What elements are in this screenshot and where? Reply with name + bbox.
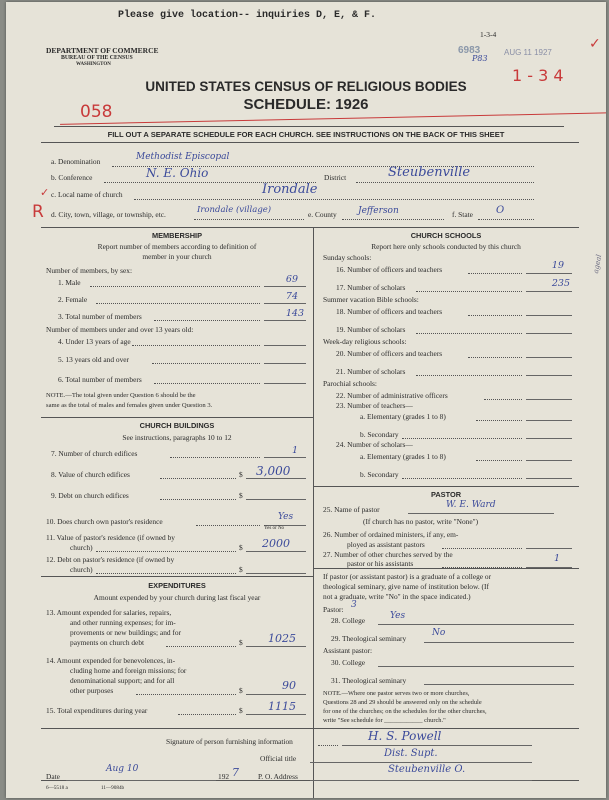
conference-value: N. E. Ohio bbox=[146, 166, 209, 180]
q26-label-a: 26. Number of ordained ministers, if any, em- bbox=[323, 530, 459, 539]
q28-value: Yes bbox=[390, 611, 406, 621]
q27-label-a: 27. Number of other churches served by the bbox=[323, 550, 453, 559]
q20-label: 20. Number of officers and teachers bbox=[336, 349, 443, 358]
q15-value: 1115 bbox=[268, 700, 296, 713]
city-line[interactable] bbox=[194, 219, 304, 220]
q21-dots bbox=[416, 375, 522, 376]
q28-field[interactable] bbox=[378, 624, 574, 625]
form-code-2: 11—9084b bbox=[101, 785, 125, 791]
state-line[interactable] bbox=[478, 219, 534, 220]
red-check-c: ✓ bbox=[40, 186, 50, 199]
q15-label: 15. Total expenditures during year bbox=[46, 706, 148, 715]
q13-dots bbox=[166, 646, 236, 647]
signature-field[interactable] bbox=[342, 745, 532, 746]
rule-buildings bbox=[41, 417, 313, 418]
q6-dots bbox=[154, 383, 260, 384]
q2-dots bbox=[96, 303, 260, 304]
stamp-number-hw: P83 bbox=[472, 54, 488, 63]
q23a-dots bbox=[476, 420, 522, 421]
q16-label: 16. Number of officers and teachers bbox=[336, 265, 443, 274]
county-label: e. County bbox=[308, 210, 337, 219]
q8-field[interactable] bbox=[246, 478, 306, 479]
q24a-label: a. Elementary (grades 1 to 8) bbox=[360, 452, 446, 461]
q5-dots bbox=[152, 363, 260, 364]
q23a-label: a. Elementary (grades 1 to 8) bbox=[360, 412, 446, 421]
q22-label: 22. Number of administrative officers bbox=[336, 391, 448, 400]
q9-dollar: $ bbox=[239, 491, 243, 500]
q27-field[interactable] bbox=[526, 567, 572, 568]
rule-2 bbox=[41, 142, 579, 143]
q27-dots bbox=[442, 567, 522, 568]
q12-dots bbox=[96, 573, 236, 574]
district-line[interactable] bbox=[356, 182, 534, 183]
stamp-date: AUG 11 1927 bbox=[504, 48, 552, 57]
q8-label: 8. Value of church edifices bbox=[51, 470, 130, 479]
q1-field[interactable] bbox=[264, 286, 306, 287]
q11-label-b: church) bbox=[70, 543, 93, 552]
q14-value: 90 bbox=[282, 679, 296, 692]
pastor-note3: for one of the churches; on the schedules for the other churches, bbox=[323, 708, 487, 715]
stamp-number: 6983 bbox=[458, 45, 481, 56]
q14-label-d: other purposes bbox=[70, 686, 114, 695]
expenditures-sub: Amount expended by your church during last fiscal year bbox=[93, 593, 261, 602]
pastor-note4: write "See schedule for ____________ church." bbox=[323, 717, 446, 724]
church-name-label: c. Local name of church bbox=[51, 190, 123, 199]
q3-field[interactable] bbox=[264, 320, 306, 321]
pastor-note2: Questions 28 and 29 should be answered only on the schedule bbox=[323, 699, 482, 706]
q17-value: 235 bbox=[551, 278, 570, 289]
q5-label: 5. 13 years old and over bbox=[58, 355, 130, 364]
po-field[interactable] bbox=[310, 780, 532, 781]
q30-field[interactable] bbox=[378, 666, 574, 667]
q9-field[interactable] bbox=[246, 499, 306, 500]
q25-value: W. E. Ward bbox=[446, 500, 496, 510]
membership-note1: NOTE.—The total given under Question 6 should be the bbox=[46, 392, 196, 399]
q3-label: 3. Total number of members bbox=[58, 312, 142, 321]
church-name-line[interactable] bbox=[134, 199, 534, 200]
state-value: O bbox=[496, 205, 505, 216]
rule-signature bbox=[41, 728, 579, 729]
q7-dots bbox=[170, 457, 260, 458]
q13-label-c: provements or new buildings; and for bbox=[70, 628, 182, 637]
q21-field[interactable] bbox=[526, 375, 572, 376]
q19-field[interactable] bbox=[526, 333, 572, 334]
q18-dots bbox=[468, 315, 522, 316]
q24b-field[interactable] bbox=[526, 478, 572, 479]
grad-line2: theological seminary, give name of institution below. (If bbox=[323, 582, 489, 591]
city-value: Irondale (village) bbox=[197, 205, 272, 215]
membership-sub2: member in your church bbox=[142, 252, 212, 261]
q19-dots bbox=[416, 333, 522, 334]
code-top: 1-3-4 bbox=[480, 30, 497, 39]
buildings-sub: See instructions, paragraphs 10 to 12 bbox=[122, 433, 232, 442]
q7-label: 7. Number of church edifices bbox=[51, 449, 138, 458]
q6-label: 6. Total number of members bbox=[58, 375, 142, 384]
q11-field[interactable] bbox=[246, 551, 306, 552]
q8-dots bbox=[160, 478, 236, 479]
signature-dots bbox=[318, 745, 338, 746]
q13-label-a: 13. Amount expended for salaries, repairs, bbox=[46, 608, 172, 617]
q7-value: 1 bbox=[291, 445, 298, 456]
q7-field[interactable] bbox=[264, 457, 306, 458]
q5-field[interactable] bbox=[264, 363, 306, 364]
q2-label: 2. Female bbox=[58, 295, 88, 304]
po-label: P. O. Address bbox=[258, 772, 298, 781]
census-schedule-page bbox=[6, 2, 606, 798]
q26-dots bbox=[442, 548, 522, 549]
rule-3 bbox=[41, 227, 579, 228]
q11-value: 2000 bbox=[262, 537, 290, 550]
q16-dots bbox=[468, 273, 522, 274]
schools-title: CHURCH SCHOOLS bbox=[410, 231, 482, 240]
city-label: d. City, town, village, or township, etc. bbox=[51, 210, 166, 219]
q27-value: 1 bbox=[553, 553, 560, 564]
pastor-label: Pastor: bbox=[323, 605, 344, 614]
schools-sub: Report here only schools conducted by this church bbox=[371, 242, 521, 251]
buildings-title: CHURCH BUILDINGS bbox=[139, 421, 215, 430]
q4-label: 4. Under 13 years of age bbox=[58, 337, 131, 346]
q26-label-b: ployed as assistant pastors bbox=[347, 540, 425, 549]
red-code: 1 - 3 4 bbox=[512, 66, 564, 85]
dept-line2: BUREAU OF THE CENSUS bbox=[61, 55, 133, 61]
red-stroke bbox=[60, 112, 606, 125]
q1-label: 1. Male bbox=[58, 278, 81, 287]
q23b-dots bbox=[402, 438, 522, 439]
q24b-dots bbox=[402, 478, 522, 479]
age-head: Number of members under and over 13 years old: bbox=[46, 325, 194, 334]
q14-label-c: denominational support; and for all bbox=[70, 676, 175, 685]
q12-field[interactable] bbox=[246, 573, 306, 574]
official-title-label: Official title bbox=[260, 754, 297, 763]
q25-field[interactable] bbox=[408, 513, 554, 514]
membership-sub1: Report number of members according to definition of bbox=[97, 242, 257, 251]
column-divider bbox=[313, 227, 314, 798]
grad-line1: If pastor (or assistant pastor) is a graduate of a college or bbox=[323, 572, 492, 581]
q24a-field[interactable] bbox=[526, 460, 572, 461]
q25-note: (If church has no pastor, write "None") bbox=[363, 517, 479, 526]
q16-field[interactable] bbox=[526, 273, 572, 274]
membership-title: MEMBERSHIP bbox=[151, 231, 203, 240]
q29-field[interactable] bbox=[424, 642, 574, 643]
q12-label-a: 12. Debt on pastor's residence (if owned by bbox=[46, 555, 175, 564]
red-check-top: ✓ bbox=[589, 36, 601, 52]
q22-dots bbox=[484, 399, 522, 400]
denomination-value: Methodist Episcopal bbox=[136, 152, 230, 162]
signature-label: Signature of person furnishing information bbox=[166, 737, 293, 746]
pastor-note1: NOTE.—Where one pastor serves two or more churches, bbox=[323, 690, 470, 697]
year-value: 7 bbox=[232, 766, 239, 779]
q12-dollar: $ bbox=[239, 565, 243, 574]
q24a-dots bbox=[476, 460, 522, 461]
year-label: 192 bbox=[218, 772, 230, 781]
red-r: R bbox=[32, 202, 44, 222]
q28-label: 28. College bbox=[331, 616, 366, 625]
q9-dots bbox=[160, 499, 236, 500]
state-label: f. State bbox=[452, 210, 473, 219]
parochial-head: Parochial schools: bbox=[323, 379, 377, 388]
church-name-value: Irondale bbox=[262, 182, 318, 197]
q16-value: 19 bbox=[551, 260, 564, 271]
q13-field[interactable] bbox=[246, 646, 306, 647]
official-title-value: Dist. Supt. bbox=[384, 748, 438, 759]
form-code-1: 6—5518 a bbox=[46, 785, 68, 791]
q29-label: 29. Theological seminary bbox=[331, 634, 407, 643]
q10-label: 10. Does church own pastor's residence bbox=[46, 517, 163, 526]
q3-dots bbox=[154, 320, 260, 321]
q14-label-a: 14. Amount expended for benevolences, in- bbox=[46, 656, 176, 665]
po-value: Steubenville O. bbox=[388, 764, 466, 775]
q2-field[interactable] bbox=[264, 303, 306, 304]
q9-label: 9. Debt on church edifices bbox=[51, 491, 129, 500]
q23-label: 23. Number of teachers— bbox=[336, 401, 413, 410]
q20-dots bbox=[468, 357, 522, 358]
q20-field[interactable] bbox=[526, 357, 572, 358]
q8-dollar: $ bbox=[239, 470, 243, 479]
schedule-title: SCHEDULE: 1926 bbox=[243, 96, 369, 113]
q17-dots bbox=[416, 291, 522, 292]
official-title-field[interactable] bbox=[310, 762, 532, 763]
q10-dots bbox=[196, 525, 260, 526]
q14-dots bbox=[136, 694, 236, 695]
rule-grad bbox=[313, 568, 579, 569]
q4-dots bbox=[132, 345, 260, 346]
q23b-field[interactable] bbox=[526, 438, 572, 439]
q15-dollar: $ bbox=[239, 706, 243, 715]
district-label: District bbox=[324, 173, 347, 182]
q18-field[interactable] bbox=[526, 315, 572, 316]
district-value: Steubenville bbox=[388, 165, 471, 180]
county-value: Jefferson bbox=[358, 206, 399, 216]
q14-label-b: cluding home and foreign missions; for bbox=[70, 666, 187, 675]
q27-label-b: pastor or his assistants bbox=[347, 559, 414, 568]
q1-value: 69 bbox=[285, 274, 298, 285]
q21-label: 21. Number of scholars bbox=[336, 367, 406, 376]
q2-value: 74 bbox=[285, 291, 298, 302]
q15-dots bbox=[178, 714, 236, 715]
pastor-title: PASTOR bbox=[430, 490, 462, 499]
q24-label: 24. Number of scholars— bbox=[336, 440, 413, 449]
q6-field[interactable] bbox=[264, 383, 306, 384]
q8-value: 3,000 bbox=[256, 464, 291, 478]
q14-dollar: $ bbox=[239, 686, 243, 695]
rule-1 bbox=[54, 126, 564, 127]
signature-value: H. S. Powell bbox=[368, 729, 442, 743]
conference-label: b. Conference bbox=[51, 173, 93, 182]
rule-pastor bbox=[313, 486, 579, 487]
q23b-label: b. Secondary bbox=[360, 430, 399, 439]
dept-line1: DEPARTMENT OF COMMERCE bbox=[46, 46, 159, 55]
by-sex-label: Number of members, by sex: bbox=[46, 266, 132, 275]
q13-dollar: $ bbox=[239, 638, 243, 647]
denomination-label: a. Denomination bbox=[51, 157, 101, 166]
q24b-label: b. Secondary bbox=[360, 470, 399, 479]
q22-field[interactable] bbox=[526, 399, 572, 400]
expenditures-title: EXPENDITURES bbox=[148, 581, 206, 590]
q4-field[interactable] bbox=[264, 345, 306, 346]
form-title: UNITED STATES CENSUS OF RELIGIOUS BODIES bbox=[145, 79, 467, 94]
q11-dots bbox=[96, 551, 236, 552]
weekday-head: Week-day religious schools: bbox=[323, 337, 407, 346]
q23a-field[interactable] bbox=[526, 420, 572, 421]
q26-field[interactable] bbox=[526, 548, 572, 549]
q10-value: Yes bbox=[278, 512, 294, 522]
red-number: 058 bbox=[80, 102, 113, 122]
q12-label-b: church) bbox=[70, 565, 93, 574]
rule-expenditures bbox=[41, 576, 313, 577]
q31-label: 31. Theological seminary bbox=[331, 676, 407, 685]
date-value: Aug 10 bbox=[106, 764, 139, 774]
q31-field[interactable] bbox=[424, 684, 574, 685]
q1-dots bbox=[90, 286, 260, 287]
instruction: FILL OUT A SEPARATE SCHEDULE FOR EACH CHURCH. SEE INSTRUCTIONS ON THE BACK OF THIS SHEET bbox=[107, 130, 505, 139]
q15-field[interactable] bbox=[246, 714, 306, 715]
q19-label: 19. Number of scholars bbox=[336, 325, 406, 334]
county-line[interactable] bbox=[342, 219, 444, 220]
q17-field[interactable] bbox=[526, 291, 572, 292]
dept-line3: WASHINGTON bbox=[76, 62, 111, 67]
q29-value: No bbox=[432, 628, 446, 638]
top-note: Please give location-- inquiries D, E, & F. bbox=[118, 10, 377, 21]
q18-label: 18. Number of officers and teachers bbox=[336, 307, 443, 316]
q13-label-d: payments on church debt bbox=[70, 638, 145, 647]
sunday-head: Sunday schools: bbox=[323, 253, 372, 262]
q3-value: 143 bbox=[285, 308, 304, 319]
q11-dollar: $ bbox=[239, 543, 243, 552]
membership-note2: same as the total of males and females given under Question 3. bbox=[46, 402, 213, 409]
q13-value: 1025 bbox=[268, 632, 296, 645]
q30-label: 30. College bbox=[331, 658, 366, 667]
asst-label: Assistant pastor: bbox=[323, 646, 373, 655]
yes-no-hint: Yes or No bbox=[264, 526, 285, 531]
q13-label-b: and other running expenses; for im- bbox=[70, 618, 176, 627]
date-label: Date bbox=[46, 772, 60, 781]
q11-label-a: 11. Value of pastor's residence (if owned by bbox=[46, 533, 175, 542]
q25-label: 25. Name of pastor bbox=[323, 505, 380, 514]
pastor-hw: 3 bbox=[351, 600, 357, 610]
q17-label: 17. Number of scholars bbox=[336, 283, 406, 292]
q14-field[interactable] bbox=[246, 694, 306, 695]
date-field[interactable] bbox=[66, 780, 216, 781]
margin-note: ageal bbox=[592, 253, 604, 275]
grad-line3: not a graduate, write "No" in the space indicated.) bbox=[323, 592, 471, 601]
summer-head: Summer vacation Bible schools: bbox=[323, 295, 419, 304]
